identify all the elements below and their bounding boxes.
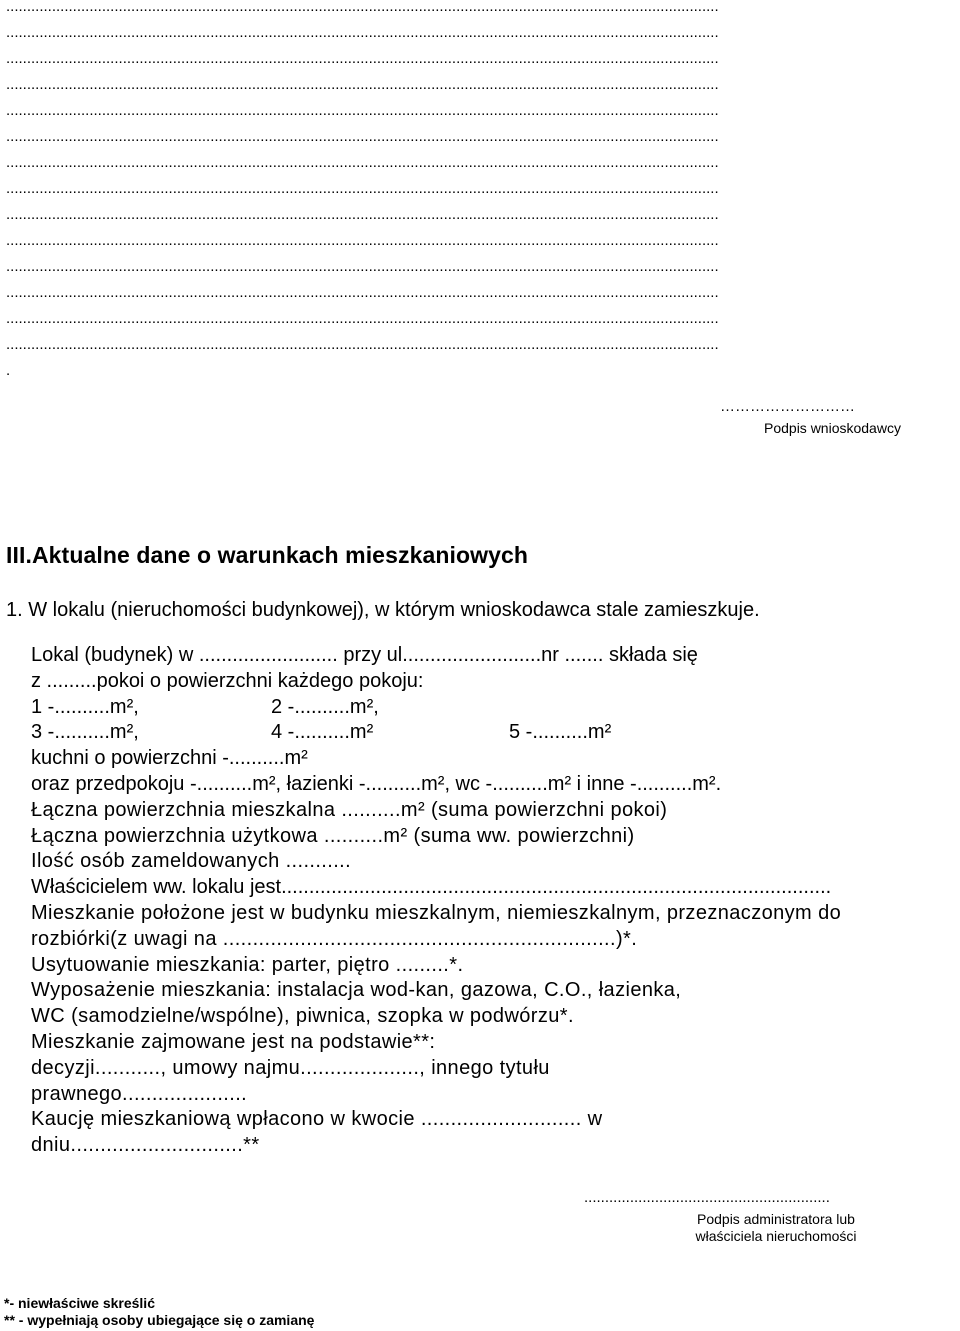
dotted-line: ...........................................................................................................................................................................	[6, 206, 719, 223]
owner-text: Właścicielem ww. lokalu jest...................................................................................................	[31, 876, 832, 899]
row-floor	[31, 953, 956, 979]
dotted-line: ...........................................................................................................................................................................	[6, 154, 719, 171]
row-room-areas-1	[31, 695, 956, 721]
dotted-fill-lines	[6, 0, 956, 384]
row-location	[31, 643, 956, 669]
row-deposit	[31, 1107, 956, 1133]
dotted-line: ...........................................................................................................................................................................	[6, 258, 719, 275]
dotted-line: ...........................................................................................................................................................................	[6, 76, 719, 93]
row-deposit-date	[31, 1133, 956, 1159]
row-basis-options	[31, 1056, 956, 1082]
signature-applicant-line: ………………………	[720, 398, 855, 415]
kitchen-text: kuchni o powierzchni -..........m²	[31, 747, 308, 770]
dotted-line: ...........................................................................................................................................................................	[6, 284, 719, 301]
dotted-line: ...........................................................................................................................................................................	[6, 0, 719, 15]
section-item-1: 1. W lokalu (nieruchomości budynkowej), w którym wnioskodawca stale zamieszkuje.	[6, 599, 760, 621]
equipment-text: Wyposażenie mieszkania: instalacja wod-kan, gazowa, C.O., łazienka,	[31, 979, 682, 1002]
footnote-strike: *- niewłaściwe skreślić	[4, 1295, 155, 1311]
row-basis	[31, 1030, 956, 1056]
dotted-line-end: .	[6, 362, 11, 379]
dotted-line: ...........................................................................................................................................................................	[6, 336, 719, 353]
basis-legal-text: prawnego.....................	[31, 1082, 248, 1105]
footnotes	[4, 1295, 314, 1329]
deposit-text: Kaucję mieszkaniową wpłacono w kwocie ........................... w	[31, 1108, 603, 1131]
row-building-type	[31, 901, 956, 927]
rooms-text: z .........pokoi o powierzchni każdego pokoju:	[31, 669, 424, 692]
building-type-text: Mieszkanie położone jest w budynku mieszkalnym, niemieszkalnym, przeznaczonym do	[31, 901, 842, 924]
basis-options-text: decyzji..........., umowy najmu...................., innego tytułu	[31, 1056, 550, 1079]
row-kitchen	[31, 746, 956, 772]
dotted-line: ...........................................................................................................................................................................	[6, 128, 719, 145]
signature-admin-label-line1: Podpis administratora lub	[697, 1211, 855, 1227]
signature-admin-label	[686, 1211, 866, 1245]
section-title: III.Aktualne dane o warunkach mieszkaniowych	[6, 542, 529, 568]
row-owner	[31, 875, 956, 901]
location-text: Lokal (budynek) w ......................... przy ul.........................nr ....... składa się	[31, 644, 698, 666]
footnote-exchange: ** - wypełniają osoby ubiegające się o zamianę	[4, 1312, 315, 1328]
row-equipment-2	[31, 1004, 956, 1030]
signature-admin-line: ...........................................................	[584, 1189, 830, 1206]
dotted-line: ...........................................................................................................................................................................	[6, 180, 719, 197]
other-areas-text: oraz przedpokoju -..........m², łazienki -..........m², wc -..........m² i inne -..........m².	[31, 772, 722, 795]
dotted-line: ...........................................................................................................................................................................	[6, 310, 719, 327]
dotted-line: ...........................................................................................................................................................................	[6, 24, 719, 41]
signature-applicant-label: Podpis wnioskodawcy	[764, 420, 901, 436]
room-1-area: 1 -..........m²,	[31, 695, 139, 718]
dotted-line: ...........................................................................................................................................................................	[6, 102, 719, 119]
residents-text: Ilość osób zameldowanych ...........	[31, 850, 352, 873]
basis-text: Mieszkanie zajmowane jest na podstawie**:	[31, 1030, 436, 1053]
dotted-line: ...........................................................................................................................................................................	[6, 50, 719, 67]
row-living-area	[31, 798, 956, 824]
room-3-area: 3 -..........m²,	[31, 721, 139, 744]
row-rooms	[31, 669, 956, 695]
dotted-line: ...........................................................................................................................................................................	[6, 232, 719, 249]
row-usable-area	[31, 824, 956, 850]
equipment-text-2: WC (samodzielne/wspólne), piwnica, szopka w podwórzu*.	[31, 1005, 574, 1028]
row-equipment	[31, 978, 956, 1004]
floor-text: Usytuowanie mieszkania: parter, piętro .........*.	[31, 953, 464, 976]
row-demolition	[31, 927, 956, 953]
usable-area-text: Łączna powierzchnia użytkowa ..........m² (suma ww. powierzchni)	[31, 824, 635, 847]
row-basis-legal	[31, 1082, 956, 1108]
row-other-areas	[31, 772, 956, 798]
room-5-area: 5 -..........m²	[509, 721, 612, 744]
housing-details	[31, 643, 956, 1159]
demolition-text: rozbiórki(z uwagi na ..................................................................)*.	[31, 927, 638, 950]
room-2-area: 2 -..........m²,	[271, 695, 379, 718]
signature-admin-label-line2: właściciela nieruchomości	[695, 1228, 857, 1244]
row-room-areas-2	[31, 720, 956, 746]
deposit-date-text: dniu.............................**	[31, 1134, 260, 1157]
room-4-area: 4 -..........m²	[271, 721, 374, 744]
living-area-text: Łączna powierzchnia mieszkalna ..........m² (suma powierzchni pokoi)	[31, 798, 668, 821]
row-residents	[31, 849, 956, 875]
